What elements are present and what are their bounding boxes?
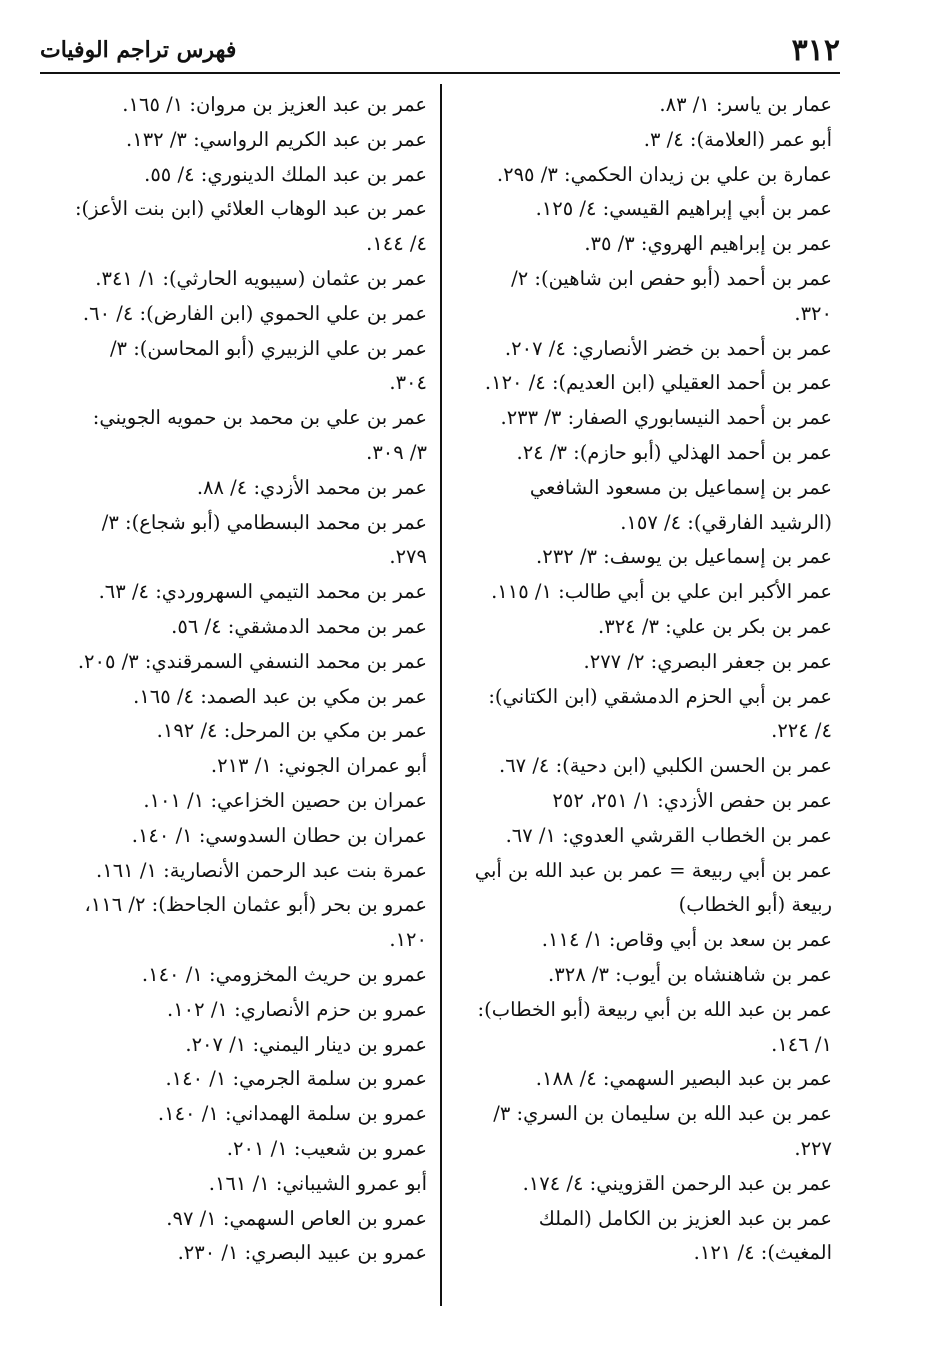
index-entry: عمر بن جعفر البصري: ٢/ ٢٧٧. [583, 649, 832, 673]
index-entry: عمر بن حفص الأزدي: ١/ ٢٥١، ٢٥٢ [552, 788, 832, 812]
index-entry: عمر بن محمد النسفي السمرقندي: ٣/ ٢٠٥. [77, 649, 427, 673]
index-entry: عمر بن أبي الحزم الدمشقي (ابن الكتاني): ٤/ ٢٢٤. [488, 684, 832, 743]
index-entry: عمرو بن شعيب: ١/ ٢٠١. [226, 1136, 427, 1160]
index-entry: عمر بن عثمان (سيبويه الحارثي): ١/ ٣٤١. [95, 266, 427, 290]
index-entry: عمر بن شاهنشاه بن أيوب: ٣/ ٣٢٨. [548, 962, 832, 986]
index-entry: عمر بن عبد الكريم الرواسي: ٣/ ١٣٢. [126, 127, 427, 151]
index-entry: عمر بن علي الزبيري (أبو المحاسن): ٣/ ٣٠٤. [109, 336, 427, 395]
index-entry: عمر بن عبد الوهاب العلائي (ابن بنت الأعز): ٤/ ١٤٤. [74, 197, 427, 256]
index-entry: عمر بن سعد بن أبي وقاص: ١/ ١١٤. [541, 928, 832, 952]
index-entry: عمرة بنت عبد الرحمن الأنصارية: ١/ ١٦١. [96, 858, 427, 882]
index-entry: عمارة بن علي بن زيدان الحكمي: ٣/ ٢٩٥. [496, 162, 832, 186]
page-header [40, 30, 840, 70]
index-entry: عمرو بن بحر (أبو عثمان الجاحظ): ٢/ ١١٦، ١٢٠. [84, 893, 427, 952]
index-entry: عمر بن عبد الرحمن القزويني: ٤/ ١٧٤. [522, 1171, 832, 1195]
index-entry: عمر بن مكي بن عبد الصمد: ٤/ ١٦٥. [133, 684, 427, 708]
index-entry: عمرو بن عبيد البصري: ١/ ٢٣٠. [177, 1241, 427, 1265]
index-entry: عمر بن أحمد العقيلي (ابن العديم): ٤/ ١٢٠. [484, 371, 832, 395]
index-entry: عمر بن إبراهيم الهروي: ٣/ ٣٥. [584, 232, 832, 256]
index-entry: أبو عمر (العلامة): ٤/ ٣. [643, 127, 832, 151]
index-entry: عمر بن عبد العزيز بن الكامل (الملك المغيث): ٤/ ١٢١. [538, 1206, 832, 1265]
index-entry: عمر بن عبد الملك الدينوري: ٤/ ٥٥. [144, 162, 427, 186]
index-entry: عمر بن عبد الله بن سليمان بن السري: ٣/ ٢٢٧. [493, 1102, 832, 1160]
index-entry: عمر بن إسماعيل بن يوسف: ٣/ ٢٣٢. [536, 545, 832, 569]
index-entry: عمر بن علي بن محمد بن حمويه الجويني: ٣/ ٣٠٩. [92, 406, 427, 464]
index-entry: عمرو بن سلمة الجرمي: ١/ ١٤٠. [165, 1067, 427, 1091]
index-entry: عمر بن محمد الأزدي: ٤/ ٨٨. [196, 475, 427, 499]
index-entry: عمرو بن سلمة الهمداني: ١/ ١٤٠. [157, 1102, 427, 1126]
index-entry: عمار بن ياسر: ١/ ٨٣. [659, 93, 832, 116]
index-entry: عمر بن إسماعيل بن مسعود الشافعي (الرشيد الفارقي): ٤/ ١٥٧. [529, 475, 832, 534]
index-entry: عمر بن أحمد بن خضر الأنصاري: ٤/ ٢٠٧. [504, 336, 832, 360]
index-entry: عمر بن أبي ربيعة = عمر بن عبد الله بن أبي ربيعة (أبو الخطاب) [474, 858, 832, 917]
page-number: ٣١٢ [791, 32, 840, 68]
index-entry: عمر بن الحسن الكلبي (ابن دحية): ٤/ ٦٧. [498, 754, 832, 778]
index-entry: عمر بن محمد البسطامي (أبو شجاع): ٣/ ٢٧٩. [101, 510, 427, 569]
index-entry: عمر بن محمد الدمشقي: ٤/ ٥٦. [171, 614, 427, 638]
index-entry: عمرو بن حريث المخزومي: ١/ ١٤٠. [141, 962, 427, 986]
index-entry: عمرو بن دينار اليمني: ١/ ٢٠٧. [185, 1032, 427, 1056]
right-column [470, 88, 832, 1271]
index-entry: عمر بن أبي إبراهيم القيسي: ٤/ ١٢٥. [535, 197, 832, 221]
index-entry: عمر بن بكر بن علي: ٣/ ٣٢٤. [598, 614, 832, 638]
index-entry: عمر بن عبد العزيز بن مروان: ١/ ١٦٥. [122, 93, 427, 116]
index-entry: أبو عمران الجوني: ١/ ٢١٣. [210, 754, 427, 778]
index-entry: عمر بن عبد البصير السهمي: ٤/ ١٨٨. [535, 1067, 832, 1091]
index-entry: عمر بن عبد الله بن أبي ربيعة (أبو الخطاب): ١/ ١٤٦. [477, 997, 832, 1056]
left-column [72, 88, 427, 1271]
index-entry: عمران بن حصين الخزاعي: ١/ ١٠١. [143, 788, 427, 812]
index-entry: عمر بن أحمد (أبو حفص ابن شاهين): ٢/ ٣٢٠. [511, 266, 832, 325]
index-entry: عمران بن حطان السدوسي: ١/ ١٤٠. [131, 823, 427, 847]
index-entry: عمر بن علي الحموي (ابن الفارض): ٤/ ٦٠. [82, 301, 427, 325]
index-entry: عمر بن مكي بن المرحل: ٤/ ١٩٢. [156, 719, 427, 743]
index-entry: أبو عمرو الشيباني: ١/ ١٦١. [208, 1171, 427, 1195]
index-entry: عمر الأكبر ابن علي بن أبي طالب: ١/ ١١٥. [491, 580, 832, 604]
index-entry: عمر بن أحمد النيسابوري الصفار: ٣/ ٢٣٣. [500, 406, 832, 430]
index-entry: عمر بن الخطاب القرشي العدوي: ١/ ٦٧. [505, 823, 832, 847]
index-entry: عمرو بن حزم الأنصاري: ١/ ١٠٢. [167, 997, 427, 1021]
header-rule [40, 72, 840, 74]
index-entry: عمر بن أحمد الهذلي (أبو حازم): ٣/ ٢٤. [516, 440, 832, 464]
index-entry: عمر بن محمد التيمي السهروردي: ٤/ ٦٣. [98, 580, 427, 604]
index-entry: عمرو بن العاص السهمي: ١/ ٩٧. [166, 1206, 427, 1230]
column-divider [440, 84, 442, 1306]
running-title: فهرس تراجم الوفيات [40, 37, 237, 63]
